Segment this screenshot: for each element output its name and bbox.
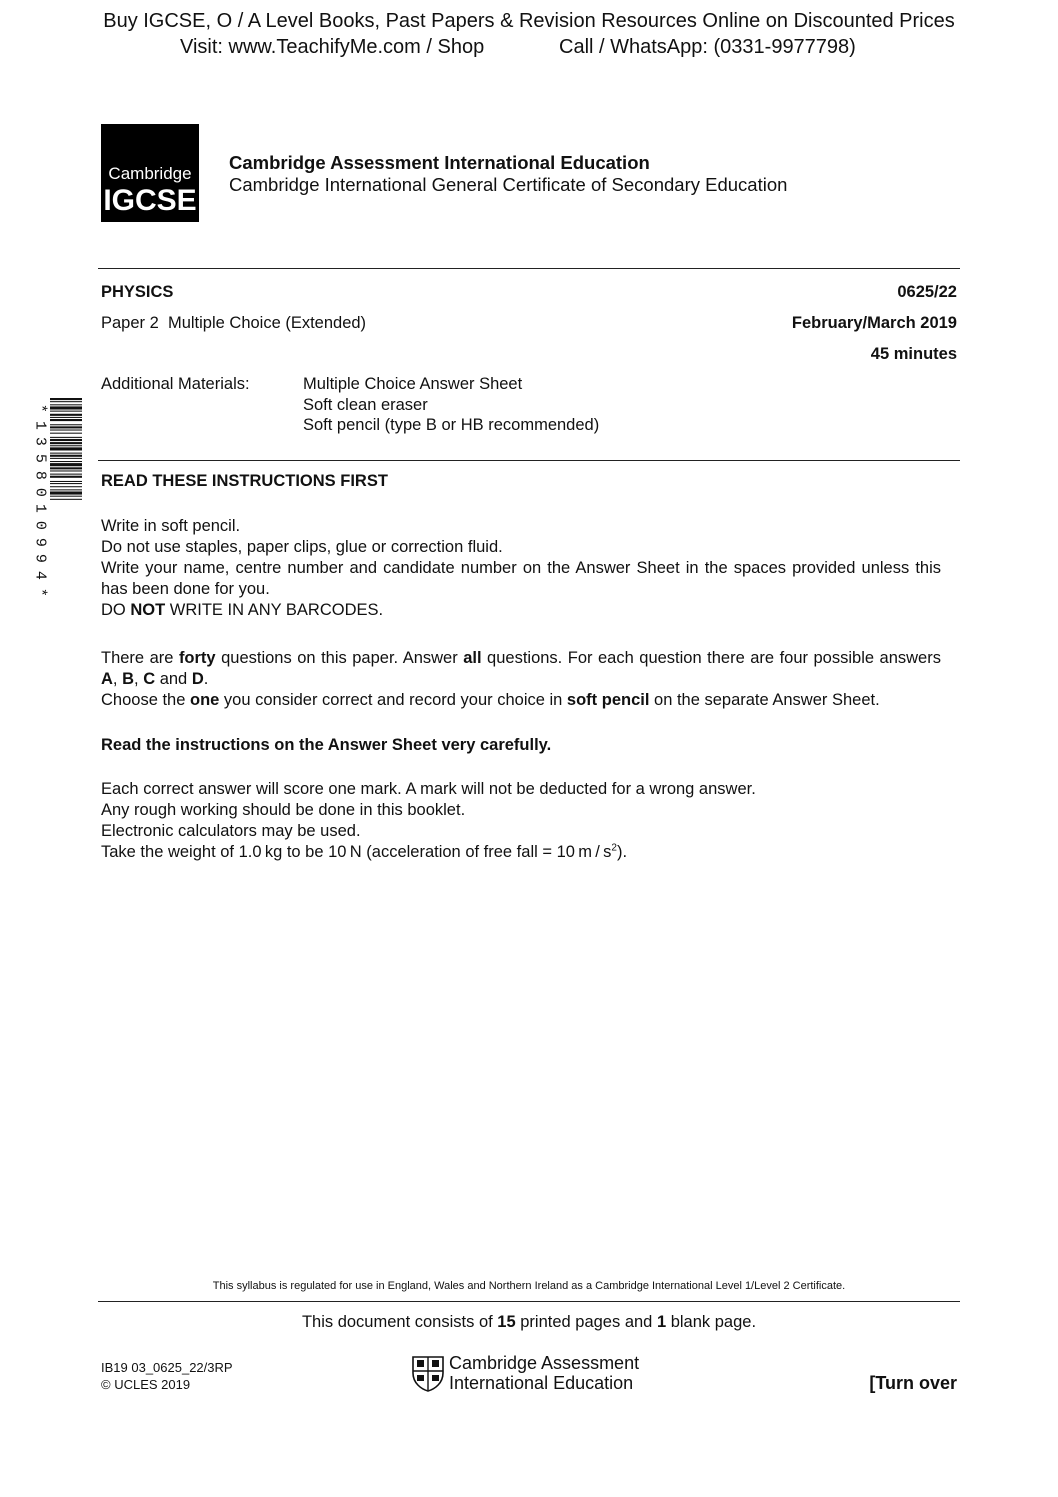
instructions-block-3 [101,779,941,863]
barcode-bar [50,401,82,402]
barcode-digit: 3 [31,437,49,447]
barcode-bar [50,486,82,487]
barcode-bar [50,447,82,450]
promo-banner-website[interactable]: Visit: www.TeachifyMe.com / Shop [180,36,485,58]
qualification-name: Cambridge International General Certificate of Secondary Education [229,174,788,195]
instructions-heading: READ THESE INSTRUCTIONS FIRST [101,472,388,490]
promo-banner-phone: Call / WhatsApp: (0331-9977798) [559,36,856,58]
materials-label: Additional Materials: [101,375,250,393]
instruction-line: Choose the one you consider correct and record your choice in soft pencil on the separate Answer Sheet. [101,691,880,709]
cambridge-crest-icon [411,1355,445,1392]
instruction-line: There are forty questions on this paper. Answer all questions. For each question there are four possible answers A, B, C and D. [101,649,941,688]
logo-line1: Cambridge [108,164,192,183]
barcode-digit: 0 [31,520,49,530]
instruction-line: Write in soft pencil. [101,517,241,535]
barcode-bar [50,426,82,428]
barcode-bar [50,411,82,412]
divider-top [98,268,960,269]
material-item: Soft clean eraser [303,396,428,414]
divider-instructions [98,460,960,461]
barcode-bar [50,461,82,462]
barcode-bar [50,467,82,469]
cambridge-assessment-logo-line1: Cambridge Assessment [449,1353,640,1373]
divider-footer [98,1301,960,1302]
material-item: Multiple Choice Answer Sheet [303,375,523,393]
barcode-bar [50,414,82,416]
exam-duration: 45 minutes [870,345,957,363]
barcode-bar [50,491,82,494]
answer-sheet-note: Read the instructions on the Answer Sheet very carefully. [101,736,552,754]
barcode-bar [50,474,82,475]
promo-banner-line1: Buy IGCSE, O / A Level Books, Past Papers & Revision Resources Online on Discounted Prices [103,10,955,32]
page-count: This document consists of 15 printed pages and 1 blank page. [301,1313,757,1331]
barcode-bar [50,455,82,457]
barcode-digit: * [31,403,49,413]
barcode-bar [50,496,82,497]
barcode-bar [50,453,82,454]
cambridge-assessment-logo-line2: International Education [449,1373,634,1393]
instruction-line: Take the weight of 1.0 kg to be 10 N (acceleration of free fall = 10 m / $s^2$). [101,842,628,861]
barcode-bar [50,458,82,459]
barcode-bar [50,437,82,438]
cambridge-igcse-logo [101,124,199,222]
barcode-digit: 0 [31,487,49,497]
barcode-digit: 5 [31,453,49,463]
barcode-digits [28,400,50,600]
organisation-name: Cambridge Assessment International Education [229,152,650,173]
instruction-line: Write your name, centre number and candidate number on the Answer Sheet in the spaces provided unless this has been done for you. [101,559,941,598]
barcode-digit: 8 [31,470,49,480]
barcode-bar [50,424,82,425]
barcode-bar [50,417,82,418]
barcode-bar [50,481,82,482]
material-item: Soft pencil (type B or HB recommended) [303,416,600,434]
candidate-barcode [50,398,82,600]
instruction-line: DO NOT WRITE IN ANY BARCODES. [101,601,384,619]
barcode-bar [50,445,82,446]
paper-code: 0625/22 [897,283,957,301]
subject: PHYSICS [101,283,174,301]
barcode-digit: 9 [31,537,49,547]
barcode-bar [50,430,82,431]
barcode-bar [50,463,82,466]
barcode-digit: 1 [31,504,49,514]
barcode-bar [50,499,82,500]
barcode-bar [50,404,82,405]
barcode-bar [50,470,82,471]
instruction-line: Each correct answer will score one mark. A mark will not be deducted for a wrong answer. [101,780,756,798]
paper-title: Paper 2 Multiple Choice (Extended) [101,314,367,332]
barcode-bar [50,433,82,434]
barcode-digit: * [31,587,49,597]
barcode-digit: 4 [31,570,49,580]
barcode-bar [50,483,82,484]
barcode-bar [50,419,82,421]
document-reference: IB19 03_0625_22/3RP [101,1360,233,1375]
barcode-bar [50,406,82,409]
regulation-notice: This syllabus is regulated for use in England, Wales and Northern Ireland as a Cambridge International Level 1/Level 2 Certificate. [212,1280,846,1292]
instruction-line: Electronic calculators may be used. [101,822,361,840]
barcode-bar [50,439,82,441]
instructions-block-2 [101,648,941,711]
barcode-digit: 1 [31,420,49,430]
instructions-block-1 [101,516,941,621]
logo-line2: IGCSE [103,184,197,217]
barcode-bar [50,489,82,490]
barcode-bar [50,398,82,400]
instruction-line: Do not use staples, paper clips, glue or correction fluid. [101,538,503,556]
instruction-line: Any rough working should be done in this booklet. [101,801,466,819]
barcode-bar [50,476,82,478]
barcode-digit: 9 [31,554,49,564]
turn-over-label: [Turn over [869,1373,957,1393]
barcode-bar [50,442,82,444]
copyright: © UCLES 2019 [101,1377,191,1392]
exam-session: February/March 2019 [791,314,957,332]
